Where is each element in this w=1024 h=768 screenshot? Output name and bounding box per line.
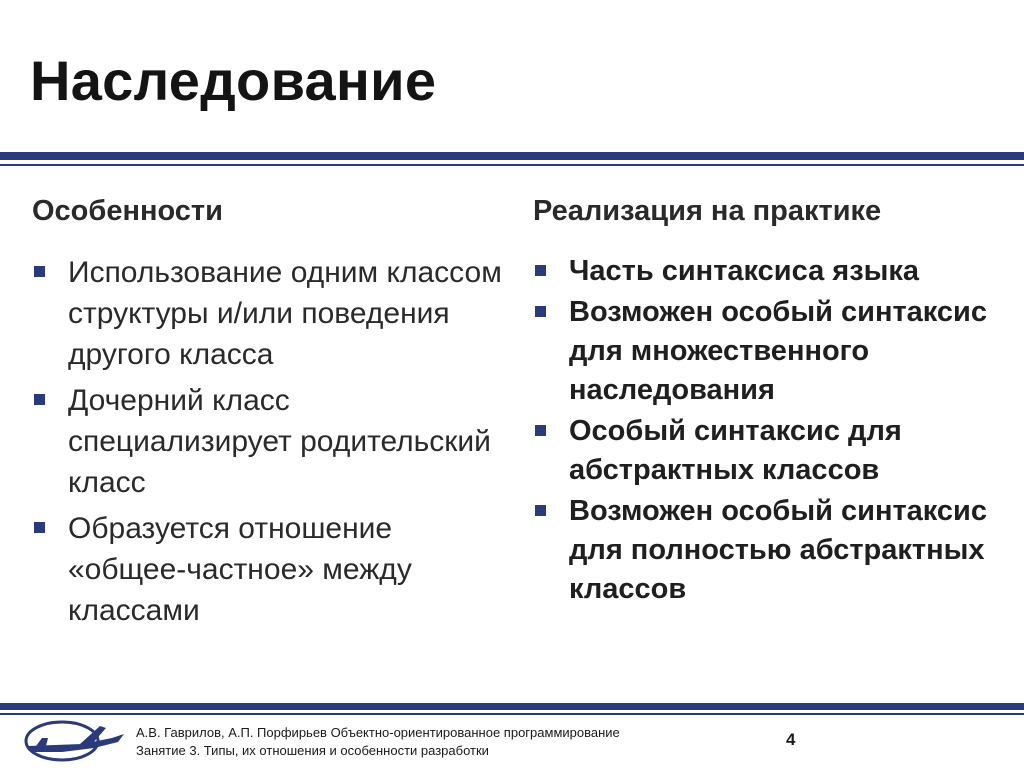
list-item-text: Часть синтаксиса языка [569,255,920,287]
square-bullet-icon [535,306,546,317]
list-item [533,293,1008,410]
list-item-text: Использование одним классом структуры и/или поведения другого класса [68,256,502,371]
left-bullet-list [32,252,502,631]
list-item-text: Возможен особый синтаксис для множественного наследования [569,296,988,406]
page-title: Наследование [30,49,437,112]
list-item [32,508,502,631]
list-item-text: Возможен особый синтаксис для полностью абстрактных классов [569,495,988,605]
footer-line-lesson: Занятие 3. Типы, их отношения и особенности разработки [136,743,489,758]
square-bullet-icon [34,266,45,277]
title-divider-thin [0,164,1024,166]
page-number: 4 [786,730,796,749]
title-divider-thick [0,152,1024,160]
left-column [32,190,502,636]
list-item [32,252,502,375]
square-bullet-icon [535,265,546,276]
airplane-logo-icon [22,716,126,764]
footer-divider-thin [0,713,1024,715]
list-item-text: Дочерний класс специализирует родительский класс [68,384,491,499]
list-item-text: Особый синтаксис для абстрактных классов [569,415,902,486]
list-item [533,412,1008,490]
square-bullet-icon [34,522,45,533]
list-item-text: Образуется отношение «общее-частное» между классами [68,512,412,627]
square-bullet-icon [34,394,45,405]
footer-line-authors: А.В. Гаврилов, А.П. Порфирьев Объектно-ориентированное программирование [136,725,620,740]
square-bullet-icon [535,425,546,436]
footer-divider-thick [0,703,1024,710]
right-column-heading: Реализация на практике [533,195,882,227]
list-item [32,380,502,503]
left-column-heading: Особенности [32,195,223,227]
footer-text [136,724,620,760]
list-item [533,252,1008,291]
right-column [533,190,1008,611]
square-bullet-icon [535,505,546,516]
right-bullet-list [533,252,1008,609]
list-item [533,492,1008,609]
